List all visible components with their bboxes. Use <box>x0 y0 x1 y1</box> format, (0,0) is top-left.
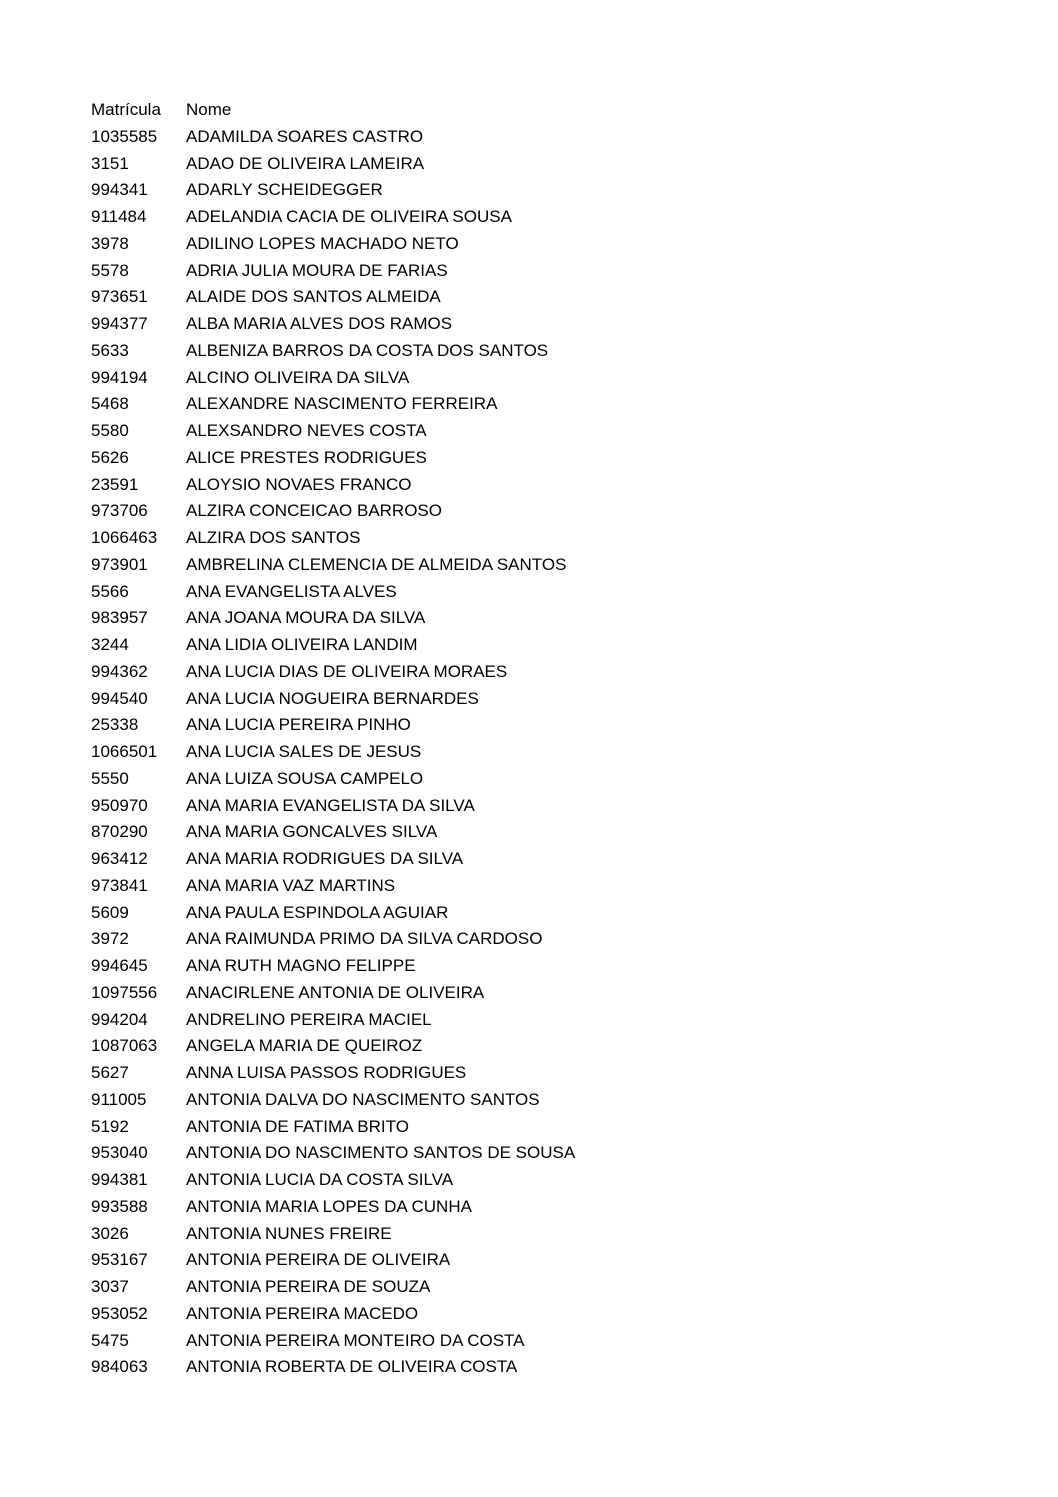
cell-matricula: 3244 <box>91 635 129 654</box>
cell-nome: ANA LIDIA OLIVEIRA LANDIM <box>186 635 418 654</box>
cell-nome: ANA LUCIA NOGUEIRA BERNARDES <box>186 688 479 708</box>
table-row <box>91 900 575 927</box>
table-row <box>91 1114 575 1141</box>
table-row <box>91 338 575 365</box>
table-row <box>91 258 575 285</box>
cell-nome: ALCINO OLIVEIRA DA SILVA <box>186 367 410 387</box>
cell-matricula: 950970 <box>91 795 148 815</box>
cell-matricula: 983957 <box>91 608 148 628</box>
table-body <box>91 124 575 1381</box>
table-row <box>91 766 575 793</box>
cell-matricula: 3026 <box>91 1223 129 1243</box>
table-row <box>91 1087 575 1114</box>
cell-nome: ANA LUIZA SOUSA CAMPELO <box>186 768 424 788</box>
cell-matricula: 994540 <box>91 688 148 708</box>
cell-matricula: 25338 <box>91 715 139 735</box>
cell-matricula: 953040 <box>91 1143 148 1163</box>
cell-nome: ANA MARIA RODRIGUES DA SILVA <box>186 849 464 868</box>
column-header-nome: Nome <box>186 100 232 119</box>
cell-nome: ANTONIA DO NASCIMENTO SANTOS DE SOUSA <box>186 1143 576 1163</box>
table-row <box>91 151 575 178</box>
table-row <box>91 926 575 953</box>
cell-matricula: 5192 <box>91 1116 129 1136</box>
table-row <box>91 311 575 338</box>
cell-nome: ANTONIA ROBERTA DE OLIVEIRA COSTA <box>186 1357 518 1377</box>
cell-nome: ANTONIA PEREIRA DE OLIVEIRA <box>186 1250 451 1270</box>
cell-nome: ANA LUCIA DIAS DE OLIVEIRA MORAES <box>186 661 508 681</box>
table-row <box>91 1274 575 1301</box>
cell-nome: ANDRELINO PEREIRA MACIEL <box>186 1009 432 1029</box>
cell-nome: ALBENIZA BARROS DA COSTA DOS SANTOS <box>186 340 549 360</box>
cell-matricula: 23591 <box>91 474 139 494</box>
cell-nome: AMBRELINA CLEMENCIA DE ALMEIDA SANTOS <box>186 554 567 574</box>
table-row <box>91 124 575 151</box>
table-row <box>91 445 575 472</box>
cell-nome: ALBA MARIA ALVES DOS RAMOS <box>186 314 453 333</box>
cell-matricula: 963412 <box>91 849 148 868</box>
cell-nome: ANTONIA DE FATIMA BRITO <box>186 1116 409 1136</box>
table-row <box>91 204 575 231</box>
cell-matricula: 5633 <box>91 340 129 360</box>
table-header <box>91 97 575 124</box>
cell-matricula: 984063 <box>91 1357 148 1377</box>
cell-matricula: 3972 <box>91 929 129 949</box>
cell-nome: ANTONIA DALVA DO NASCIMENTO SANTOS <box>186 1089 540 1109</box>
cell-nome: ANTONIA MARIA LOPES DA CUNHA <box>186 1196 472 1216</box>
cell-matricula: 1066463 <box>91 528 158 547</box>
cell-matricula: 973901 <box>91 554 148 574</box>
cell-nome: ALEXSANDRO NEVES COSTA <box>186 421 427 440</box>
cell-nome: ANA LUCIA SALES DE JESUS <box>186 742 422 761</box>
table-row <box>91 686 575 713</box>
table-row <box>91 819 575 846</box>
cell-matricula: 994362 <box>91 661 148 681</box>
cell-nome: ADAMILDA SOARES CASTRO <box>186 126 424 146</box>
cell-nome: ALZIRA DOS SANTOS <box>186 528 361 547</box>
cell-nome: ADELANDIA CACIA DE OLIVEIRA SOUSA <box>186 207 512 226</box>
table-row <box>91 1060 575 1087</box>
cell-matricula: 911484 <box>91 207 147 226</box>
cell-matricula: 993588 <box>91 1196 148 1216</box>
table-row <box>91 418 575 445</box>
table-row <box>91 1354 575 1381</box>
table-row <box>91 1194 575 1221</box>
cell-matricula: 1066501 <box>91 742 158 761</box>
cell-nome: ADARLY SCHEIDEGGER <box>186 180 383 200</box>
cell-nome: ANA PAULA ESPINDOLA AGUIAR <box>186 902 449 922</box>
cell-nome: ANA MARIA VAZ MARTINS <box>186 875 396 895</box>
cell-matricula: 3037 <box>91 1277 129 1296</box>
table-row <box>91 632 575 659</box>
cell-nome: ALICE PRESTES RODRIGUES <box>186 447 427 467</box>
cell-matricula: 870290 <box>91 822 148 842</box>
cell-nome: ADILINO LOPES MACHADO NETO <box>186 233 459 253</box>
table-row <box>91 846 575 873</box>
cell-matricula: 1097556 <box>91 982 158 1002</box>
table-row <box>91 498 575 525</box>
cell-matricula: 994194 <box>91 367 148 387</box>
cell-matricula: 5578 <box>91 260 129 280</box>
cell-nome: ALZIRA CONCEICAO BARROSO <box>186 501 442 521</box>
cell-matricula: 5566 <box>91 581 129 601</box>
cell-matricula: 953052 <box>91 1303 148 1323</box>
cell-matricula: 3978 <box>91 233 129 253</box>
cell-nome: ALEXANDRE NASCIMENTO FERREIRA <box>186 394 498 414</box>
table-row <box>91 552 575 579</box>
column-header-matricula: Matrícula <box>91 100 161 119</box>
table-row <box>91 793 575 820</box>
cell-nome: ANTONIA PEREIRA MACEDO <box>186 1303 419 1323</box>
cell-nome: ANGELA MARIA DE QUEIROZ <box>186 1036 423 1056</box>
table-row <box>91 365 575 392</box>
table-row <box>91 1301 575 1328</box>
cell-matricula: 994204 <box>91 1009 148 1029</box>
cell-nome: ANA RAIMUNDA PRIMO DA SILVA CARDOSO <box>186 929 543 949</box>
cell-nome: ANTONIA LUCIA DA COSTA SILVA <box>186 1170 454 1189</box>
table-row <box>91 712 575 739</box>
table-row <box>91 605 575 632</box>
table-row <box>91 1247 575 1274</box>
cell-nome: ANA EVANGELISTA ALVES <box>186 581 397 601</box>
cell-nome: ALAIDE DOS SANTOS ALMEIDA <box>186 287 441 307</box>
cell-nome: ADRIA JULIA MOURA DE FARIAS <box>186 260 448 280</box>
table-row <box>91 1007 575 1034</box>
cell-matricula: 994377 <box>91 314 148 333</box>
table-row <box>91 980 575 1007</box>
cell-matricula: 5550 <box>91 768 129 788</box>
table-row <box>91 1167 575 1194</box>
cell-matricula: 3151 <box>91 153 129 173</box>
table-row <box>91 472 575 499</box>
cell-matricula: 973841 <box>91 875 148 895</box>
cell-matricula: 1087063 <box>91 1036 158 1056</box>
table-row <box>91 579 575 606</box>
cell-matricula: 911005 <box>91 1089 147 1109</box>
cell-nome: ANA MARIA EVANGELISTA DA SILVA <box>186 795 475 815</box>
table-row <box>91 953 575 980</box>
table-row <box>91 391 575 418</box>
table-row <box>91 1221 575 1248</box>
cell-nome: ANA LUCIA PEREIRA PINHO <box>186 715 411 735</box>
cell-nome: ANNA LUISA PASSOS RODRIGUES <box>186 1063 467 1082</box>
cell-matricula: 994341 <box>91 180 148 200</box>
cell-matricula: 994381 <box>91 1170 148 1189</box>
employee-table <box>91 97 575 1381</box>
cell-matricula: 5580 <box>91 421 129 440</box>
cell-nome: ADAO DE OLIVEIRA LAMEIRA <box>186 153 425 173</box>
table-row <box>91 1140 575 1167</box>
cell-matricula: 953167 <box>91 1250 148 1270</box>
table-row <box>91 1328 575 1355</box>
cell-nome: ANACIRLENE ANTONIA DE OLIVEIRA <box>186 982 485 1002</box>
cell-nome: ANA RUTH MAGNO FELIPPE <box>186 956 416 975</box>
cell-matricula: 5627 <box>91 1063 129 1082</box>
cell-matricula: 5475 <box>91 1330 129 1350</box>
cell-matricula: 5626 <box>91 447 129 467</box>
cell-matricula: 5468 <box>91 394 129 414</box>
table-row <box>91 873 575 900</box>
table-row <box>91 659 575 686</box>
cell-nome: ANTONIA PEREIRA MONTEIRO DA COSTA <box>186 1330 525 1350</box>
table-row <box>91 1033 575 1060</box>
cell-nome: ALOYSIO NOVAES FRANCO <box>186 474 412 494</box>
table-row <box>91 739 575 766</box>
cell-nome: ANA JOANA MOURA DA SILVA <box>186 608 426 628</box>
cell-nome: ANTONIA NUNES FREIRE <box>186 1223 392 1243</box>
cell-nome: ANA MARIA GONCALVES SILVA <box>186 822 438 842</box>
table-row <box>91 177 575 204</box>
table-row <box>91 284 575 311</box>
cell-matricula: 5609 <box>91 902 129 922</box>
cell-nome: ANTONIA PEREIRA DE SOUZA <box>186 1277 431 1296</box>
table-row <box>91 525 575 552</box>
cell-matricula: 973706 <box>91 501 148 521</box>
cell-matricula: 994645 <box>91 956 148 975</box>
table-row <box>91 231 575 258</box>
cell-matricula: 973651 <box>91 287 148 307</box>
cell-matricula: 1035585 <box>91 126 158 146</box>
